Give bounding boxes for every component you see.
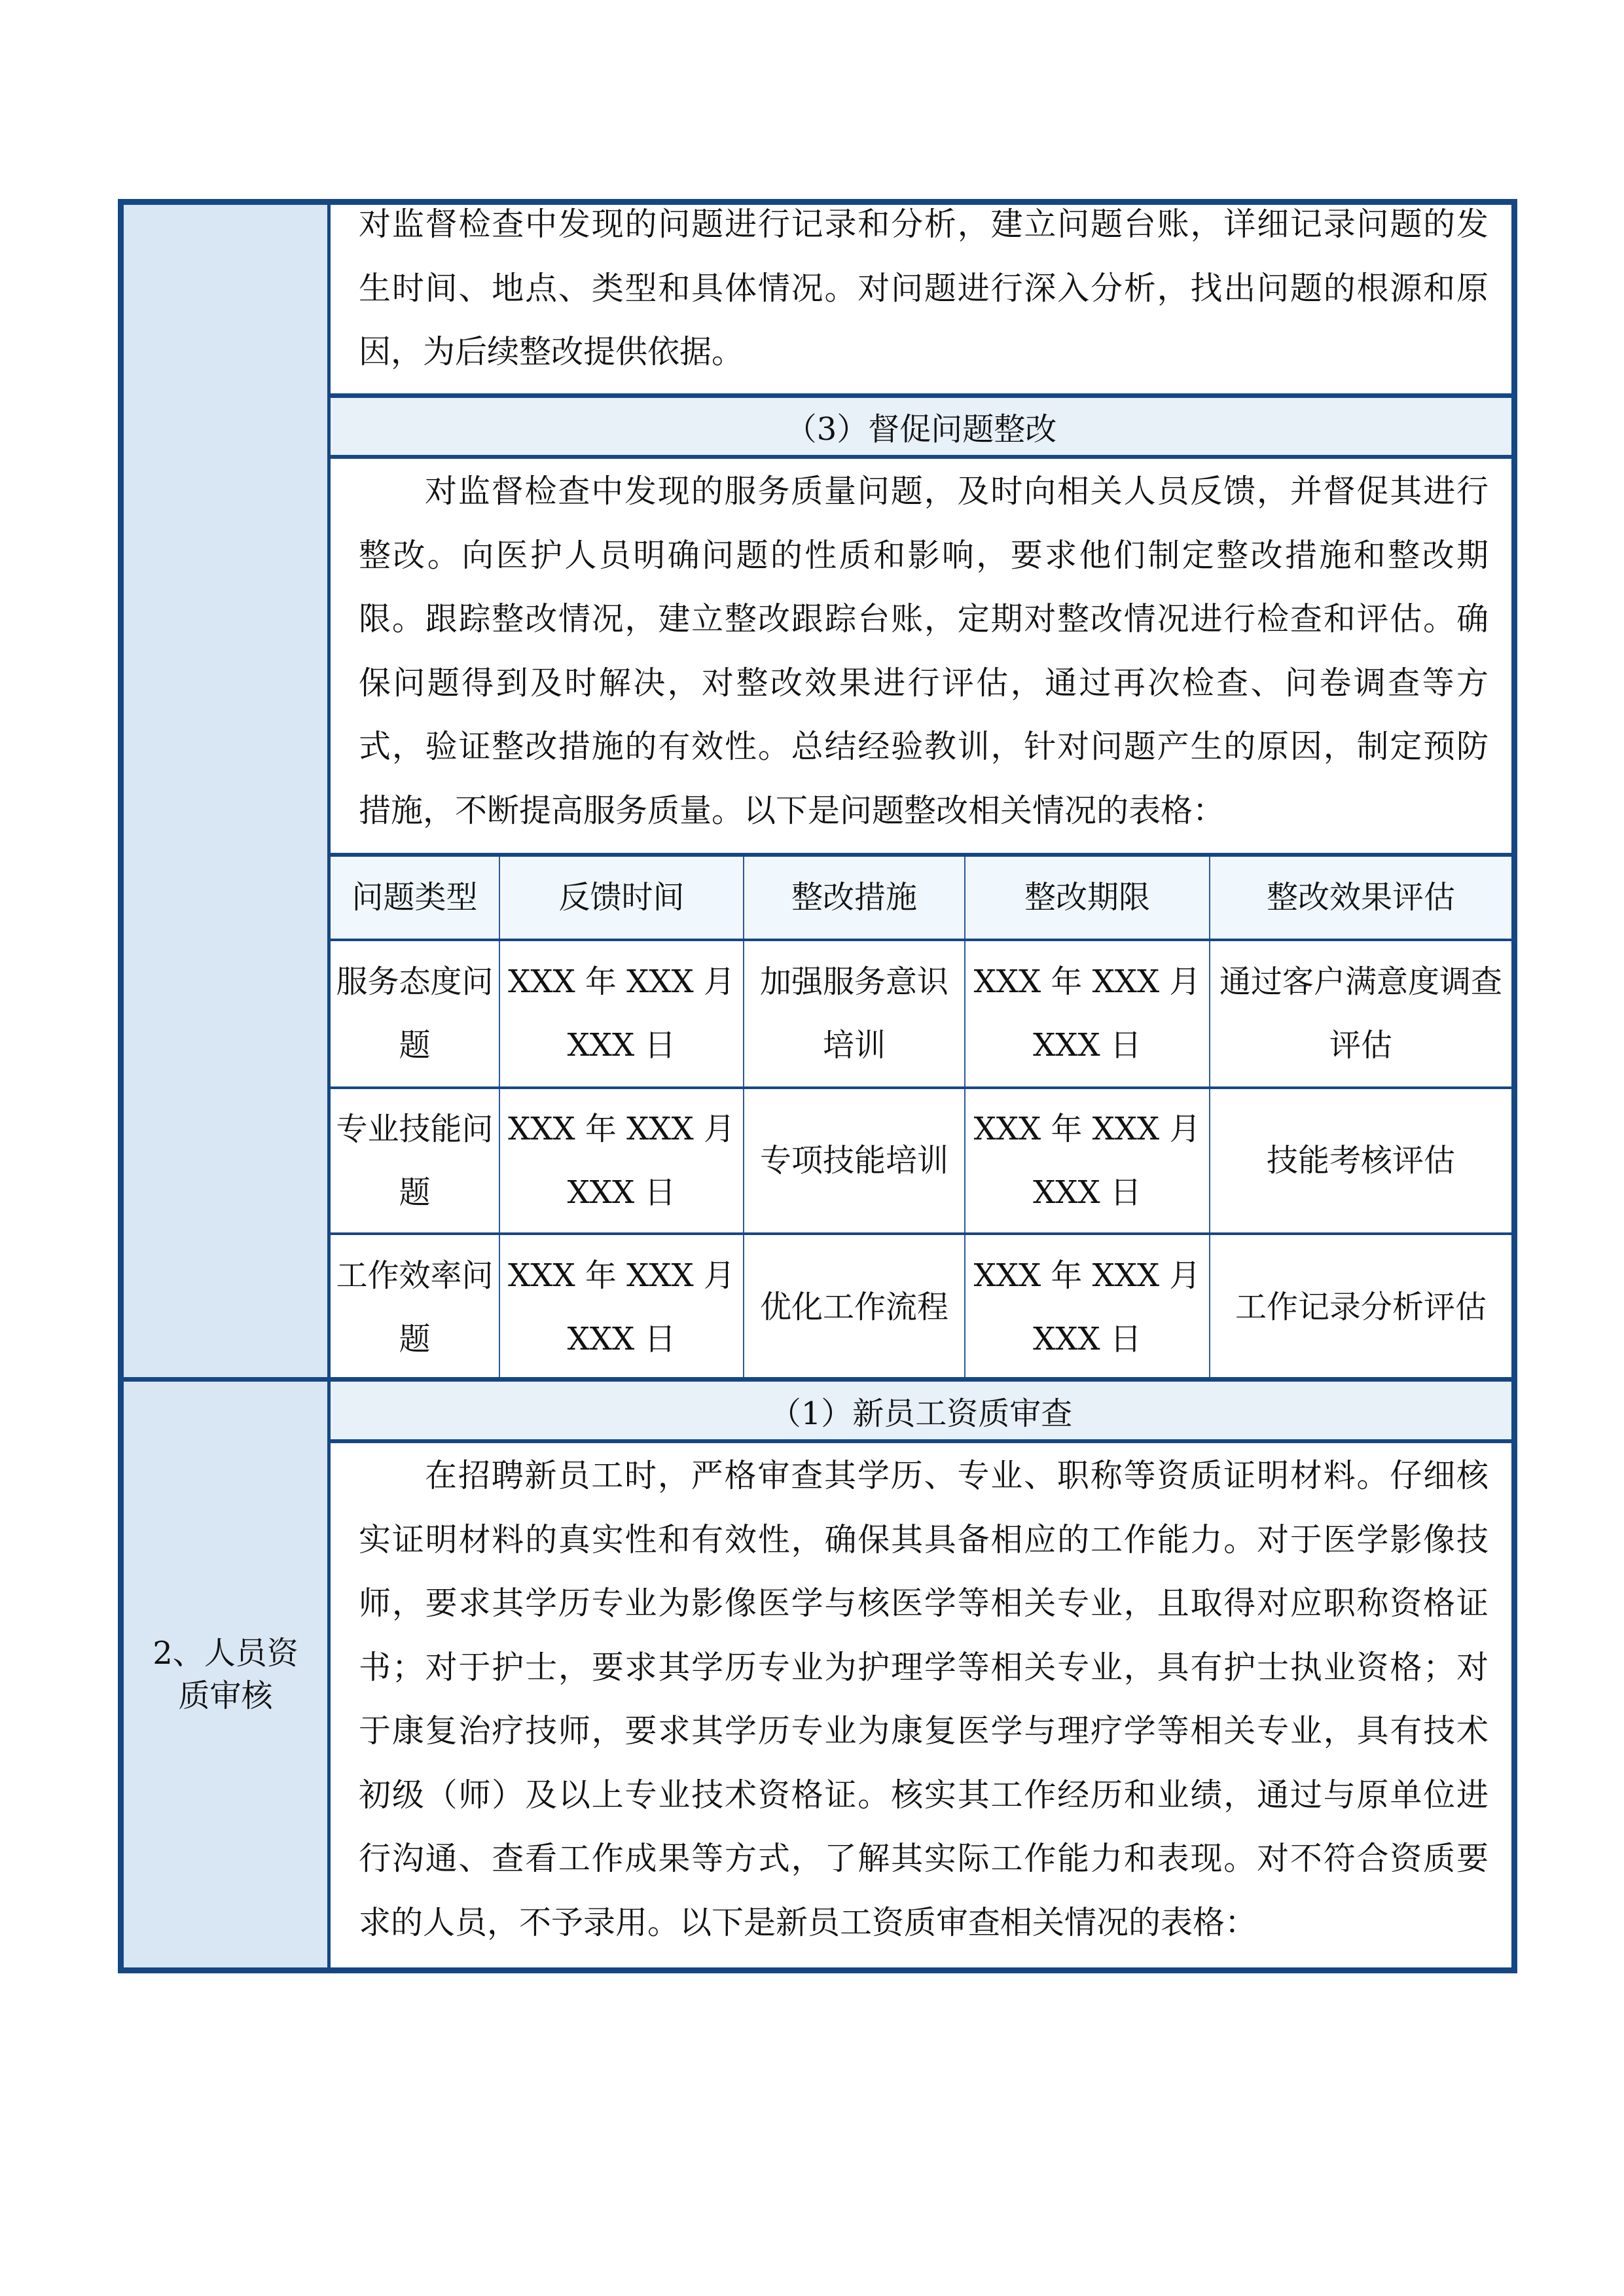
cell-text: 问题类型	[352, 879, 478, 916]
row-divider	[124, 1377, 331, 1382]
rectification-table	[331, 853, 1511, 1380]
cell-text: 专项技能培训	[759, 1142, 948, 1179]
cell-text: XXX 日	[567, 1320, 676, 1357]
cell-text: 整改效果评估	[1266, 879, 1455, 916]
cell-text: 工作效率问	[336, 1257, 494, 1294]
table-cell	[331, 1089, 500, 1232]
paragraph-line: 对监督检查中发现的问题进行记录和分析，建立问题台账，详细记录问题的发	[359, 206, 1489, 243]
table-cell	[744, 1089, 965, 1232]
intro-paragraph	[359, 192, 1489, 384]
cell-text: XXX 年 XXX 月	[508, 1110, 735, 1147]
paragraph-line: 书；对于护士，要求其学历专业为护理学等相关专业，具有护士执业资格；对	[359, 1648, 1489, 1686]
paragraph-line: 式，验证整改措施的有效性。总结经验教训，针对问题产生的原因，制定预防	[359, 728, 1489, 765]
left-label-cell-personnel	[124, 1382, 331, 1967]
paragraph-line: 措施，不断提高服务质量。以下是问题整改相关情况的表格：	[359, 791, 1225, 829]
table-cell	[500, 1089, 744, 1232]
cell-text: XXX 年 XXX 月	[973, 1257, 1201, 1294]
heading-text: （1）新员工资质审查	[769, 1395, 1073, 1432]
cell-text: 整改期限	[1024, 879, 1150, 916]
table-header-cell	[965, 857, 1210, 939]
table-cell	[1210, 941, 1511, 1086]
new-staff-paragraph	[359, 1444, 1489, 1954]
cell-text: XXX 日	[567, 1174, 676, 1211]
table-header-cell	[500, 857, 744, 939]
table-cell	[744, 1235, 965, 1380]
table-cell	[1210, 1235, 1511, 1380]
cell-text: XXX 日	[1033, 1027, 1142, 1064]
table-cell	[331, 1235, 500, 1380]
label-line: 质审核	[178, 1677, 273, 1714]
table-cell	[965, 1235, 1210, 1380]
table-header-cell	[744, 857, 965, 939]
cell-text: 整改措施	[791, 879, 917, 916]
heading-text: （3）督促问题整改	[785, 411, 1057, 448]
cell-text: XXX 年 XXX 月	[973, 1110, 1201, 1147]
table-header-cell	[331, 857, 500, 939]
paragraph-line: 实证明材料的真实性和有效性，确保其具备相应的工作能力。对于医学影像技	[359, 1520, 1489, 1558]
cell-text: 反馈时间	[558, 879, 685, 916]
paragraph-line: 对监督检查中发现的服务质量问题，及时向相关人员反馈，并督促其进行	[425, 473, 1489, 510]
cell-text: 题	[399, 1320, 431, 1357]
cell-text: 技能考核评估	[1266, 1142, 1455, 1179]
paragraph-line: 行沟通、查看工作成果等方式，了解其实际工作能力和表现。对不符合资质要	[359, 1840, 1489, 1877]
cell-text: 工作记录分析评估	[1235, 1289, 1487, 1325]
paragraph-line: 求的人员，不予录用。以下是新员工资质审查相关情况的表格：	[359, 1903, 1257, 1941]
paragraph-line: 整改。向医护人员明确问题的性质和影响，要求他们制定整改措施和整改期	[359, 536, 1489, 574]
cell-text: 优化工作流程	[759, 1289, 948, 1325]
rectification-paragraph	[359, 459, 1489, 842]
paragraph-line: 师，要求其学历专业为影像医学与核医学等相关专业，且取得对应职称资格证	[359, 1585, 1489, 1622]
cell-text: 题	[399, 1027, 431, 1064]
cell-text: 题	[399, 1174, 431, 1211]
cell-text: XXX 日	[1033, 1320, 1142, 1357]
cell-text: XXX 日	[1033, 1174, 1142, 1211]
section-heading-new-staff	[331, 1377, 1511, 1443]
cell-text: 专业技能问	[336, 1110, 494, 1147]
paragraph-line: 初级（师）及以上专业技术资格证。核实其工作经历和业绩，通过与原单位进	[359, 1776, 1489, 1814]
paragraph-line: 生时间、地点、类型和具体情况。对问题进行深入分析，找出问题的根源和原	[359, 269, 1489, 307]
left-label-cell-empty	[124, 205, 331, 1380]
cell-text: 服务态度问	[336, 963, 494, 1000]
table-cell	[500, 941, 744, 1086]
cell-text: XXX 年 XXX 月	[508, 1257, 735, 1294]
table-cell	[965, 941, 1210, 1086]
cell-text: XXX 日	[567, 1027, 676, 1064]
cell-text: 评估	[1329, 1027, 1392, 1064]
paragraph-line: 保问题得到及时解决，对整改效果进行评估，通过再次检查、问卷调查等方	[359, 664, 1489, 702]
paragraph-line: 在招聘新员工时，严格审查其学历、专业、职称等资质证明材料。仔细核	[425, 1457, 1489, 1494]
cell-text: 培训	[822, 1027, 886, 1064]
table-cell	[744, 941, 965, 1086]
table-cell	[965, 1089, 1210, 1232]
table-cell	[1210, 1089, 1511, 1232]
paragraph-line: 限。跟踪整改情况，建立整改跟踪台账，定期对整改情况进行检查和评估。确	[359, 600, 1489, 637]
paragraph-line: 于康复治疗技师，要求其学历专业为康复医学与理疗学等相关专业，具有技术	[359, 1712, 1489, 1749]
cell-text: XXX 年 XXX 月	[508, 963, 735, 1000]
paragraph-line: 因，为后续整改提供依据。	[359, 333, 744, 370]
section-heading-rectification	[331, 393, 1511, 459]
label-line: 2、人员资	[153, 1634, 298, 1672]
cell-text: XXX 年 XXX 月	[973, 963, 1201, 1000]
table-cell	[331, 941, 500, 1086]
table-header-cell	[1210, 857, 1511, 939]
table-cell	[500, 1235, 744, 1380]
cell-text: 加强服务意识	[759, 963, 948, 1000]
cell-text: 通过客户满意度调查	[1219, 963, 1502, 1000]
